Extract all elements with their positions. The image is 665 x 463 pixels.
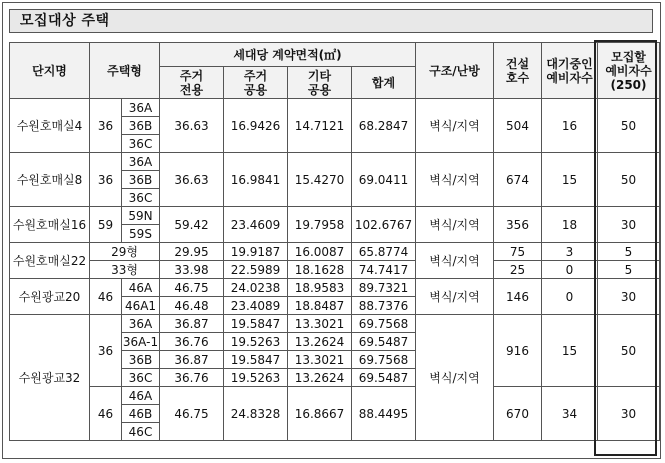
area-total: 69.5487 [352, 333, 416, 351]
area-excl: 36.87 [160, 351, 224, 369]
type-group: 46 [90, 387, 122, 441]
area-other: 14.7121 [288, 99, 352, 153]
house-type: 36C [122, 135, 160, 153]
house-type: 36C [122, 369, 160, 387]
house-type: 36C [122, 189, 160, 207]
type-group: 36 [90, 99, 122, 153]
complex-name: 수원호매실22 [10, 243, 90, 279]
waiting-count: 0 [542, 279, 598, 315]
area-other: 16.0087 [288, 243, 352, 261]
recruit-count: 30 [598, 207, 660, 243]
built-count: 75 [494, 243, 542, 261]
area-other: 13.2624 [288, 333, 352, 351]
house-type: 33형 [90, 261, 160, 279]
house-type: 46B [122, 405, 160, 423]
area-other: 13.3021 [288, 315, 352, 333]
area-total: 65.8774 [352, 243, 416, 261]
area-other: 18.9583 [288, 279, 352, 297]
house-type: 46C [122, 423, 160, 441]
area-excl: 33.98 [160, 261, 224, 279]
structure: 벽식/지역 [416, 99, 494, 153]
type-group: 59 [90, 207, 122, 243]
waiting-count: 34 [542, 387, 598, 441]
housing-table [9, 42, 660, 441]
house-type: 59N [122, 207, 160, 225]
house-type: 36B [122, 171, 160, 189]
area-common: 19.5263 [224, 333, 288, 351]
type-group: 46 [90, 279, 122, 315]
recruit-count: 50 [598, 315, 660, 387]
house-type: 36B [122, 351, 160, 369]
area-excl: 36.76 [160, 333, 224, 351]
waiting-count: 16 [542, 99, 598, 153]
area-excl: 29.95 [160, 243, 224, 261]
area-other: 18.8487 [288, 297, 352, 315]
area-common: 23.4609 [224, 207, 288, 243]
house-type: 46A1 [122, 297, 160, 315]
complex-name: 수원호매실4 [10, 99, 90, 153]
waiting-count: 3 [542, 243, 598, 261]
structure: 벽식/지역 [416, 279, 494, 315]
area-common: 19.5847 [224, 351, 288, 369]
built-count: 916 [494, 315, 542, 387]
area-total: 69.0411 [352, 153, 416, 207]
area-excl: 36.87 [160, 315, 224, 333]
recruit-count: 5 [598, 243, 660, 261]
area-total: 69.5487 [352, 369, 416, 387]
area-other: 13.2624 [288, 369, 352, 387]
recruit-count: 30 [598, 387, 660, 441]
header-complex: 단지명 [10, 43, 90, 99]
type-group: 36 [90, 153, 122, 207]
built-count: 674 [494, 153, 542, 207]
header-area-excl: 주거 전용 [160, 67, 224, 99]
area-total: 88.7376 [352, 297, 416, 315]
house-type: 59S [122, 225, 160, 243]
recruit-count: 50 [598, 99, 660, 153]
page-title: 모집대상 주택 [9, 9, 653, 33]
area-total: 88.4495 [352, 387, 416, 441]
area-common: 24.0238 [224, 279, 288, 297]
area-common: 19.5847 [224, 315, 288, 333]
waiting-count: 15 [542, 153, 598, 207]
area-total: 74.7417 [352, 261, 416, 279]
header-house-type: 주택형 [90, 43, 160, 99]
house-type: 46A [122, 279, 160, 297]
complex-name: 수원광교20 [10, 279, 90, 315]
area-excl: 59.42 [160, 207, 224, 243]
header-area-total: 합계 [352, 67, 416, 99]
area-common: 16.9426 [224, 99, 288, 153]
structure: 벽식/지역 [416, 153, 494, 207]
area-other: 16.8667 [288, 387, 352, 441]
structure: 벽식/지역 [416, 315, 494, 441]
recruit-count: 30 [598, 279, 660, 315]
built-count: 356 [494, 207, 542, 243]
area-excl: 46.75 [160, 387, 224, 441]
built-count: 25 [494, 261, 542, 279]
house-type: 46A [122, 387, 160, 405]
area-excl: 36.63 [160, 153, 224, 207]
area-common: 23.4089 [224, 297, 288, 315]
area-common: 19.9187 [224, 243, 288, 261]
house-type: 36A [122, 99, 160, 117]
house-type: 36A-1 [122, 334, 159, 349]
house-type: 36A [122, 315, 160, 333]
area-total: 69.7568 [352, 315, 416, 333]
area-other: 13.3021 [288, 351, 352, 369]
area-common: 24.8328 [224, 387, 288, 441]
waiting-count: 0 [542, 261, 598, 279]
waiting-count: 15 [542, 315, 598, 387]
waiting-count: 18 [542, 207, 598, 243]
area-excl: 46.75 [160, 279, 224, 297]
area-common: 22.5989 [224, 261, 288, 279]
type-group: 36 [90, 315, 122, 387]
area-excl: 36.76 [160, 369, 224, 387]
structure: 벽식/지역 [416, 243, 494, 279]
recruit-count: 5 [598, 261, 660, 279]
area-total: 69.7568 [352, 351, 416, 369]
area-other: 19.7958 [288, 207, 352, 243]
structure: 벽식/지역 [416, 207, 494, 243]
header-structure: 구조/난방 [416, 43, 494, 99]
recruit-count: 50 [598, 153, 660, 207]
area-common: 16.9841 [224, 153, 288, 207]
area-total: 68.2847 [352, 99, 416, 153]
complex-name: 수원광교32 [10, 315, 90, 441]
house-type: 36B [122, 117, 160, 135]
header-area-common: 주거 공용 [224, 67, 288, 99]
area-total: 102.6767 [352, 207, 416, 243]
area-excl: 46.48 [160, 297, 224, 315]
area-common: 19.5263 [224, 369, 288, 387]
area-excl: 36.63 [160, 99, 224, 153]
area-total: 89.7321 [352, 279, 416, 297]
complex-name: 수원호매실16 [10, 207, 90, 243]
header-waiting: 대기중인 예비자수 [542, 43, 598, 99]
header-area-group: 세대당 계약면적(㎡) [160, 43, 416, 67]
header-built: 건설 호수 [494, 43, 542, 99]
built-count: 146 [494, 279, 542, 315]
area-other: 18.1628 [288, 261, 352, 279]
built-count: 504 [494, 99, 542, 153]
area-other: 15.4270 [288, 153, 352, 207]
complex-name: 수원호매실8 [10, 153, 90, 207]
built-count: 670 [494, 387, 542, 441]
header-area-other: 기타 공용 [288, 67, 352, 99]
house-type: 36A [122, 153, 160, 171]
header-recruit: 모집할 예비자수 (250) [598, 43, 660, 99]
house-type: 29형 [90, 243, 160, 261]
